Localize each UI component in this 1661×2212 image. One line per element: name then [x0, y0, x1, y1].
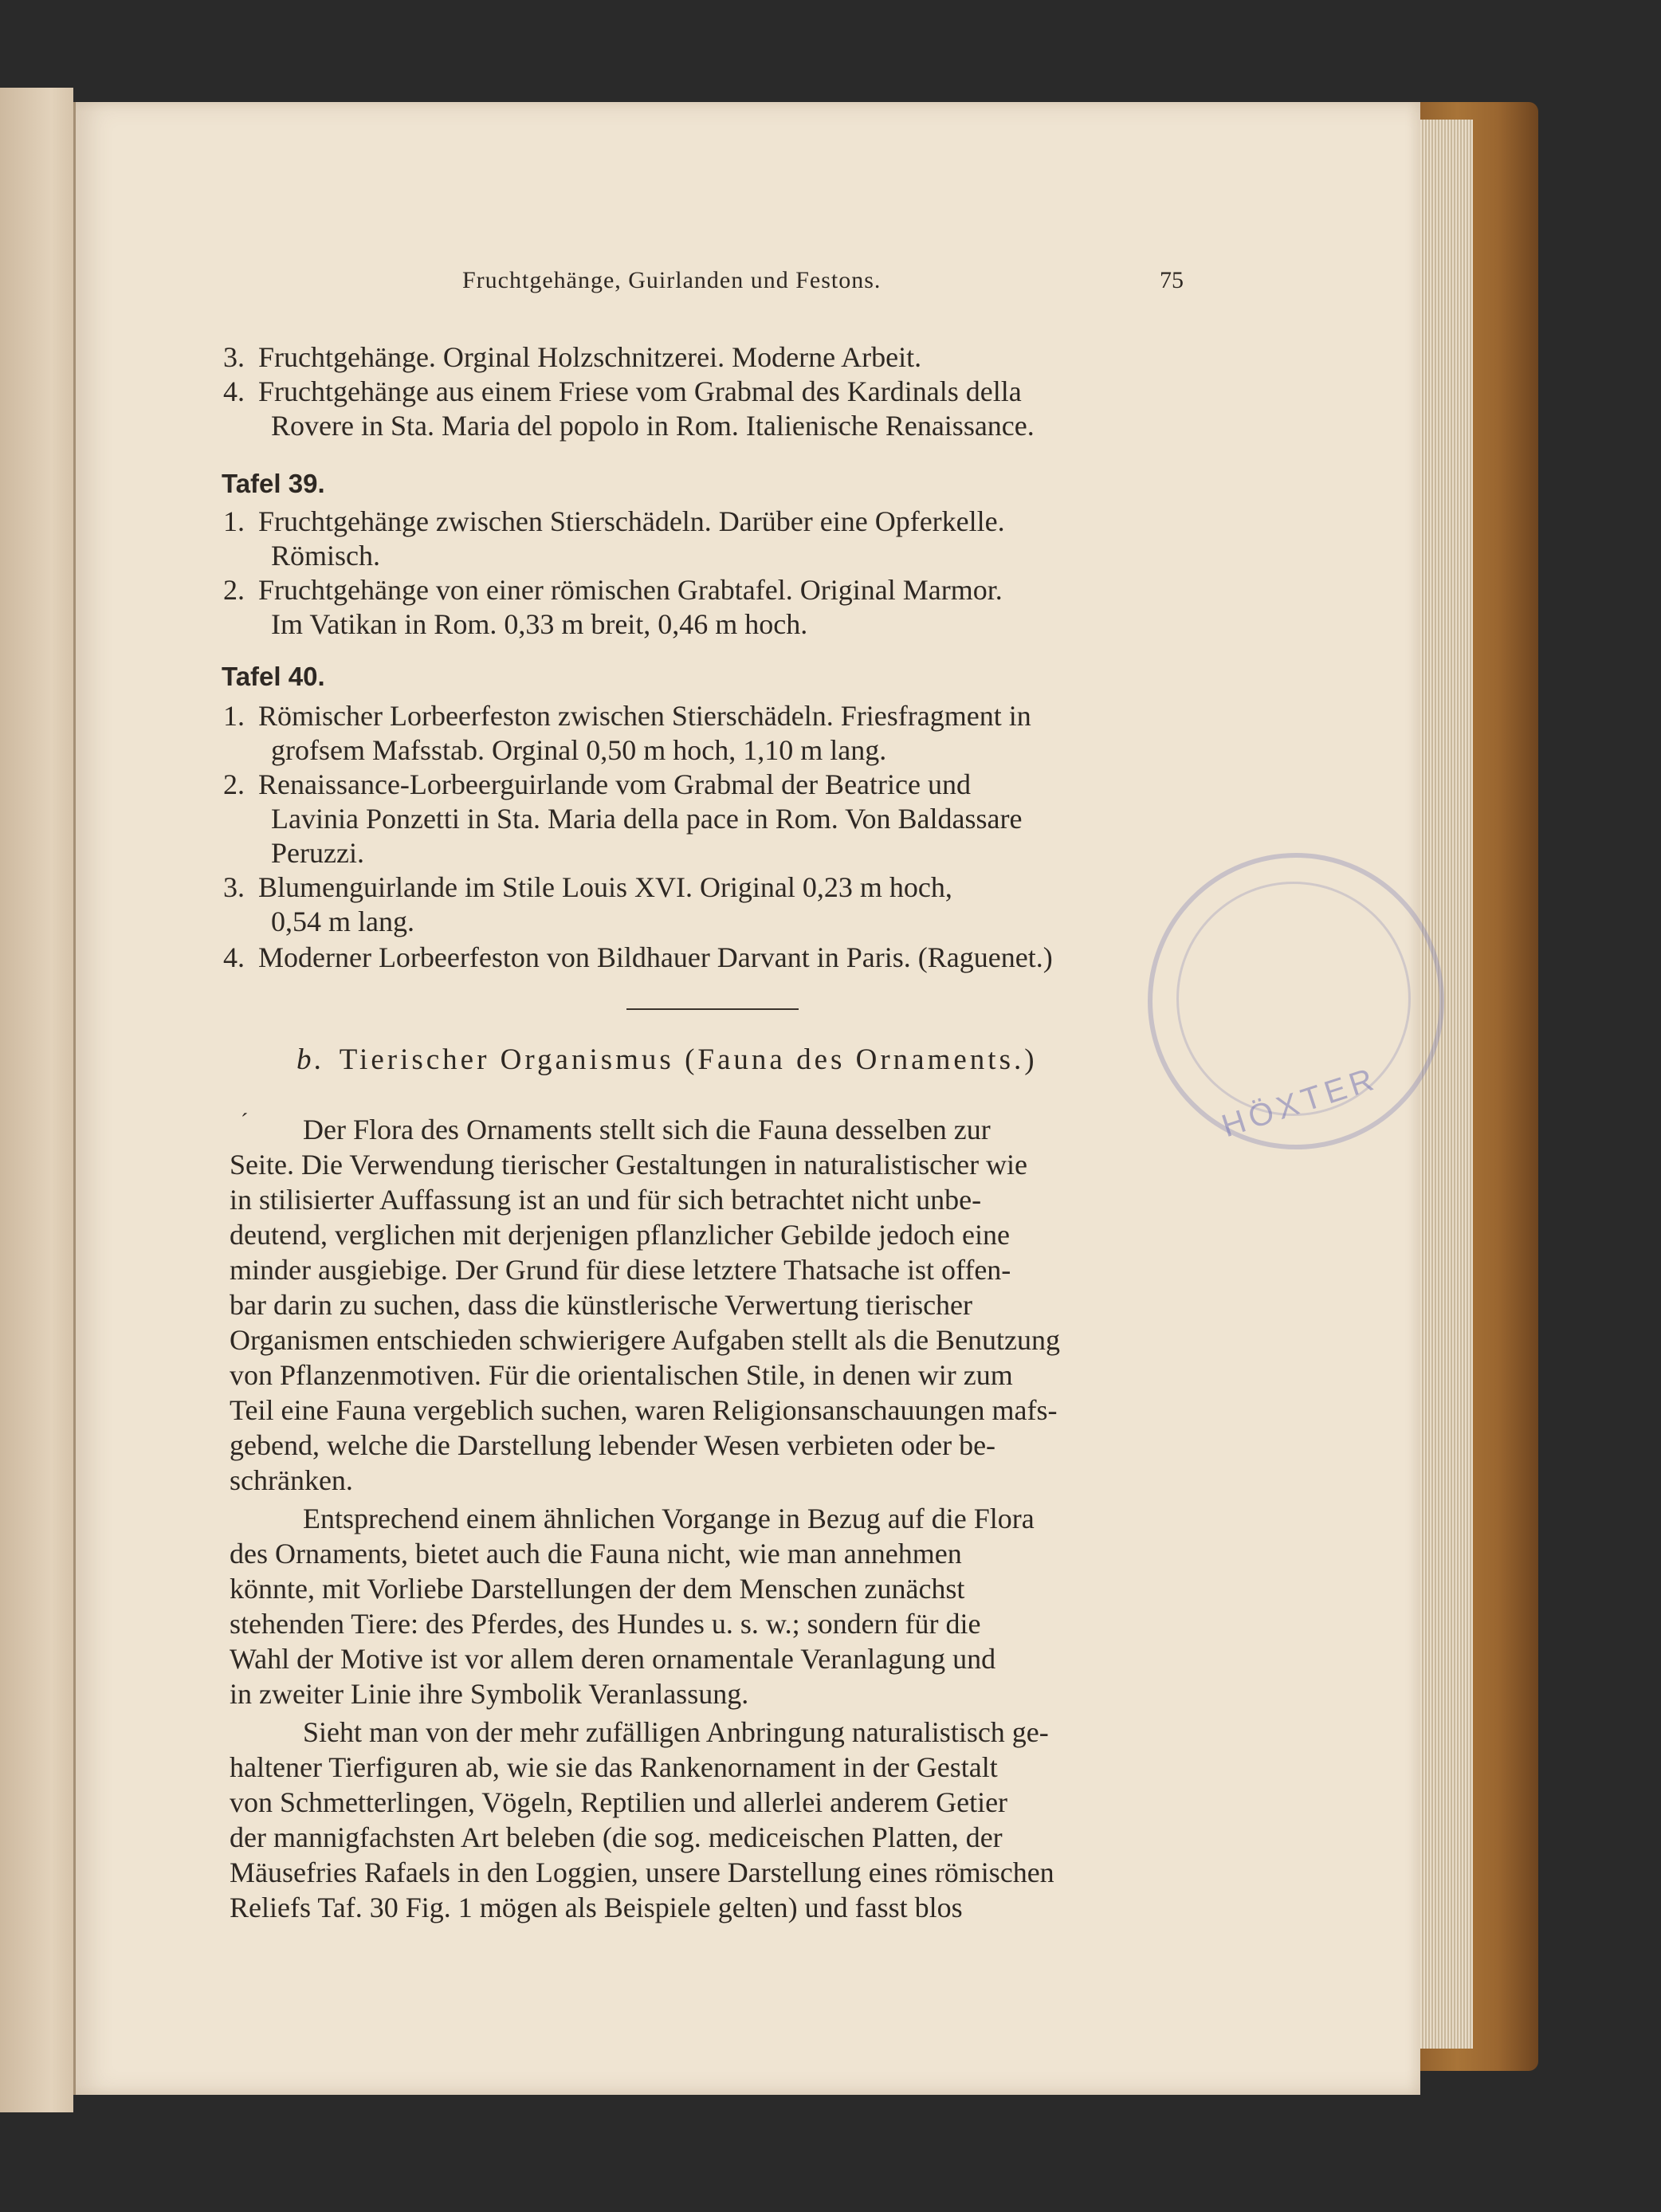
section-letter: b.	[296, 1043, 325, 1076]
item-line: Lavinia Ponzetti in Sta. Maria della pace in Rom. Von Baldassare	[271, 803, 1023, 835]
list-item	[223, 340, 921, 374]
body-line: in stilisierter Auffassung ist an und für sich betrachtet nicht unbe-	[230, 1184, 982, 1216]
body-line: Reliefs Taf. 30 Fig. 1 mögen als Beispiele gelten) und fasst blos	[230, 1892, 963, 1923]
item-number: 1.	[223, 700, 245, 732]
body-line: minder ausgiebige. Der Grund für diese letztere Thatsache ist offen-	[230, 1254, 1011, 1286]
item-line: 0,54 m lang.	[271, 906, 414, 937]
item-number: 4.	[223, 941, 245, 973]
body-line: könnte, mit Vorliebe Darstellungen der dem Menschen zunächst	[230, 1573, 965, 1605]
section-divider	[626, 1008, 799, 1010]
body-line: Mäusefries Rafaels in den Loggien, unsere Darstellung eines römischen	[230, 1856, 1054, 1888]
item-line: Blumenguirlande im Stile Louis XVI. Original 0,23 m hoch,	[258, 871, 952, 903]
body-line: bar darin zu suchen, dass die künstlerische Verwertung tierischer	[230, 1289, 973, 1321]
body-line: stehenden Tiere: des Pferdes, des Hundes u. s. w.; sondern für die	[230, 1608, 981, 1640]
item-line: Römisch.	[271, 540, 381, 572]
item-line: Fruchtgehänge aus einem Friese vom Grabmal des Kardinals della	[258, 375, 1022, 407]
body-line: Sieht man von der mehr zufälligen Anbringung naturalistisch ge-	[303, 1716, 1049, 1748]
body-line: des Ornaments, bietet auch die Fauna nicht, wie man annehmen	[230, 1538, 962, 1570]
item-number: 1.	[223, 505, 245, 537]
item-line: Renaissance-Lorbeerguirlande vom Grabmal der Beatrice und	[258, 768, 971, 800]
item-line: Fruchtgehänge. Orginal Holzschnitzerei. Moderne Arbeit.	[258, 341, 922, 373]
section-title: Tierischer Organismus (Fauna des Ornaments.)	[339, 1043, 1038, 1076]
list-item	[223, 505, 1005, 538]
list-item	[223, 870, 952, 904]
stray-mark: ´	[241, 1110, 249, 1134]
body-line: gebend, welche die Darstellung lebender Wesen verbieten oder be-	[230, 1429, 996, 1461]
body-line: deutend, verglichen mit derjenigen pflanzlicher Gebilde jedoch eine	[230, 1219, 1010, 1251]
running-title: Fruchtgehänge, Guirlanden und Festons.	[462, 267, 882, 293]
item-line: grofsem Mafsstab. Orginal 0,50 m hoch, 1,10 m lang.	[271, 734, 887, 766]
section-heading	[296, 1043, 1038, 1077]
library-stamp-text: HÖXTER	[1217, 1060, 1383, 1145]
list-item	[223, 768, 971, 801]
list-item	[223, 375, 1022, 408]
item-number: 2.	[223, 768, 245, 800]
item-line: Rovere in Sta. Maria del popolo in Rom. Italienische Renaissance.	[271, 410, 1035, 442]
body-line: von Schmetterlingen, Vögeln, Reptilien und allerlei anderem Getier	[230, 1786, 1008, 1818]
item-number: 2.	[223, 574, 245, 606]
body-line: schränken.	[230, 1464, 353, 1496]
tafel-heading: Tafel 39.	[222, 469, 325, 498]
item-line: Römischer Lorbeerfeston zwischen Stierschädeln. Friesfragment in	[258, 700, 1031, 732]
page-number: 75	[1160, 267, 1184, 293]
list-item	[223, 941, 1053, 974]
body-line: Der Flora des Ornaments stellt sich die Fauna desselben zur	[303, 1114, 991, 1145]
gutter	[73, 102, 76, 2095]
item-number: 4.	[223, 375, 245, 407]
body-line: Entsprechend einem ähnlichen Vorgange in Bezug auf die Flora	[303, 1503, 1035, 1534]
tafel-heading: Tafel 40.	[222, 662, 325, 691]
item-line: Fruchtgehänge von einer römischen Grabtafel. Original Marmor.	[258, 574, 1003, 606]
body-line: von Pflanzenmotiven. Für die orientalischen Stile, in denen wir zum	[230, 1359, 1013, 1391]
item-number: 3.	[223, 341, 245, 373]
left-page-edge	[0, 88, 73, 2112]
item-number: 3.	[223, 871, 245, 903]
library-stamp	[1148, 853, 1444, 1149]
list-item	[223, 699, 1031, 733]
body-line: in zweiter Linie ihre Symbolik Veranlassung.	[230, 1678, 749, 1710]
item-line: Im Vatikan in Rom. 0,33 m breit, 0,46 m hoch.	[271, 608, 808, 640]
body-line: Teil eine Fauna vergeblich suchen, waren Religionsanschauungen mafs-	[230, 1394, 1058, 1426]
body-line: Seite. Die Verwendung tierischer Gestaltungen in naturalistischer wie	[230, 1149, 1028, 1181]
body-line: Organismen entschieden schwierigere Aufgaben stellt als die Benutzung	[230, 1324, 1061, 1356]
item-line: Fruchtgehänge zwischen Stierschädeln. Darüber eine Opferkelle.	[258, 505, 1005, 537]
item-line: Peruzzi.	[271, 837, 364, 869]
body-line: Wahl der Motive ist vor allem deren ornamentale Veranlagung und	[230, 1643, 996, 1675]
body-line: der mannigfachsten Art beleben (die sog. mediceischen Platten, der	[230, 1821, 1003, 1853]
body-line: haltener Tierfiguren ab, wie sie das Rankenornament in der Gestalt	[230, 1751, 998, 1783]
list-item	[223, 573, 1003, 607]
item-line: Moderner Lorbeerfeston von Bildhauer Darvant in Paris. (Raguenet.)	[258, 941, 1053, 973]
